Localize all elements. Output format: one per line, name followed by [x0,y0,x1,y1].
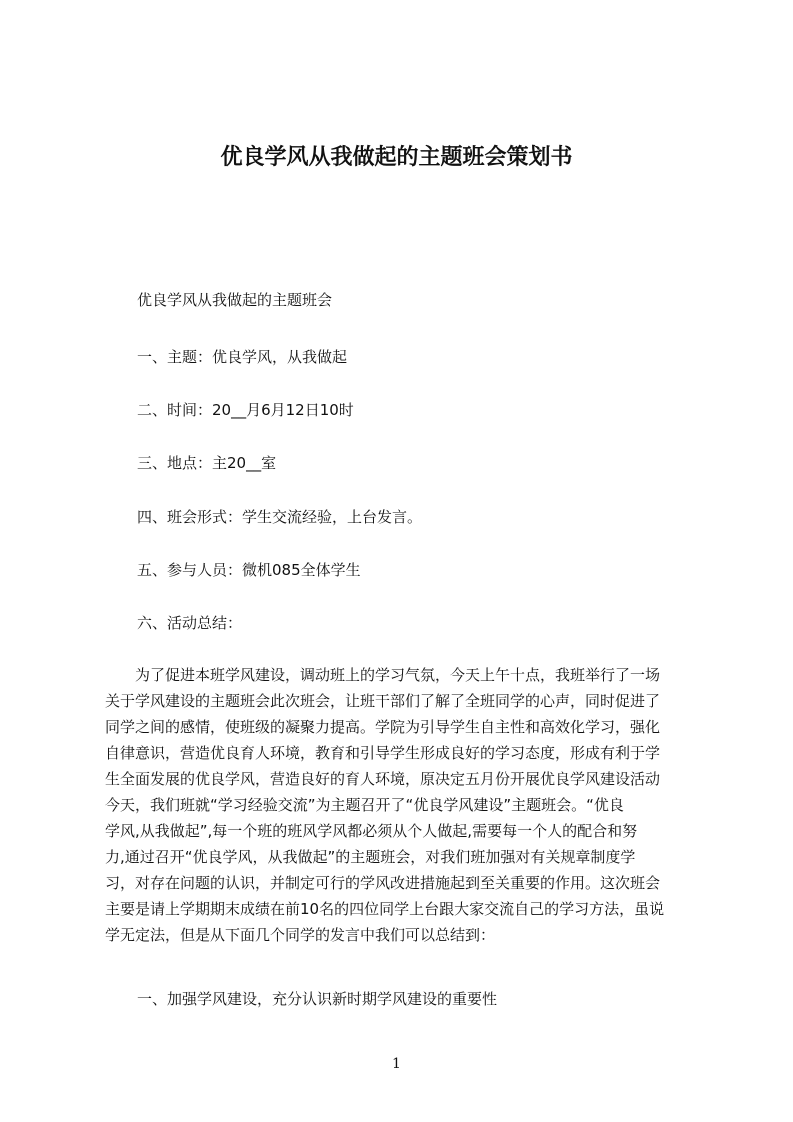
subtitle: 优良学风从我做起的主题班会 [137,291,333,309]
item-summary-heading: 六、活动总结： [137,614,243,632]
item-time: 二、时间：20__月6月12日10时 [137,401,354,419]
paragraph-line: 主要是请上学期期末成绩在前10名的四位同学上台跟大家交流自己的学习方法，虽说 [105,900,665,918]
summary-paragraph [105,662,699,948]
item-participants: 五、参与人员：微机085全体学生 [137,561,361,579]
paragraph-line: 今天，我们班就“学习经验交流”为主题召开了“优良学风建设”主题班会。“优良 [105,796,624,814]
document-title: 优良学风从我做起的主题班会策划书 [220,145,573,170]
paragraph-line: 关于学风建设的主题班会此次班会，让班干部们了解了全班同学的心声，同时促进了 [105,692,661,710]
item-format: 四、班会形式：学生交流经验，上台发言。 [137,508,423,526]
paragraph-line: 学风,从我做起”,每一个班的班风学风都必须从个人做起,需要每一个人的配合和努 [105,822,638,840]
paragraph-line: 生全面发展的优良学风，营造良好的育人环境，原决定五月份开展优良学风建设活动 [105,770,661,788]
item-theme: 一、主题：优良学风，从我做起 [137,348,348,366]
paragraph-line: 力,通过召开“优良学风，从我做起”的主题班会，对我们班加强对有关规章制度学 [105,848,636,866]
section-heading: 一、加强学风建设，充分认识新时期学风建设的重要性 [137,990,498,1008]
page-number: 1 [392,1056,401,1072]
item-location: 三、地点：主20__室 [137,454,277,472]
paragraph-line: 习，对存在问题的认识，并制定可行的学风改进措施起到至关重要的作用。这次班会 [105,874,661,892]
paragraph-line: 为了促进本班学风建设，调动班上的学习气氛，今天上午十点，我班举行了一场 [105,666,661,684]
paragraph-line: 同学之间的感情，使班级的凝聚力提高。学院为引导学生自主性和高效化学习，强化 [105,718,661,736]
paragraph-line: 学无定法，但是从下面几个同学的发言中我们可以总结到： [105,926,496,944]
paragraph-line: 自律意识，营造优良育人环境，教育和引导学生形成良好的学习态度，形成有利于学 [105,744,661,762]
